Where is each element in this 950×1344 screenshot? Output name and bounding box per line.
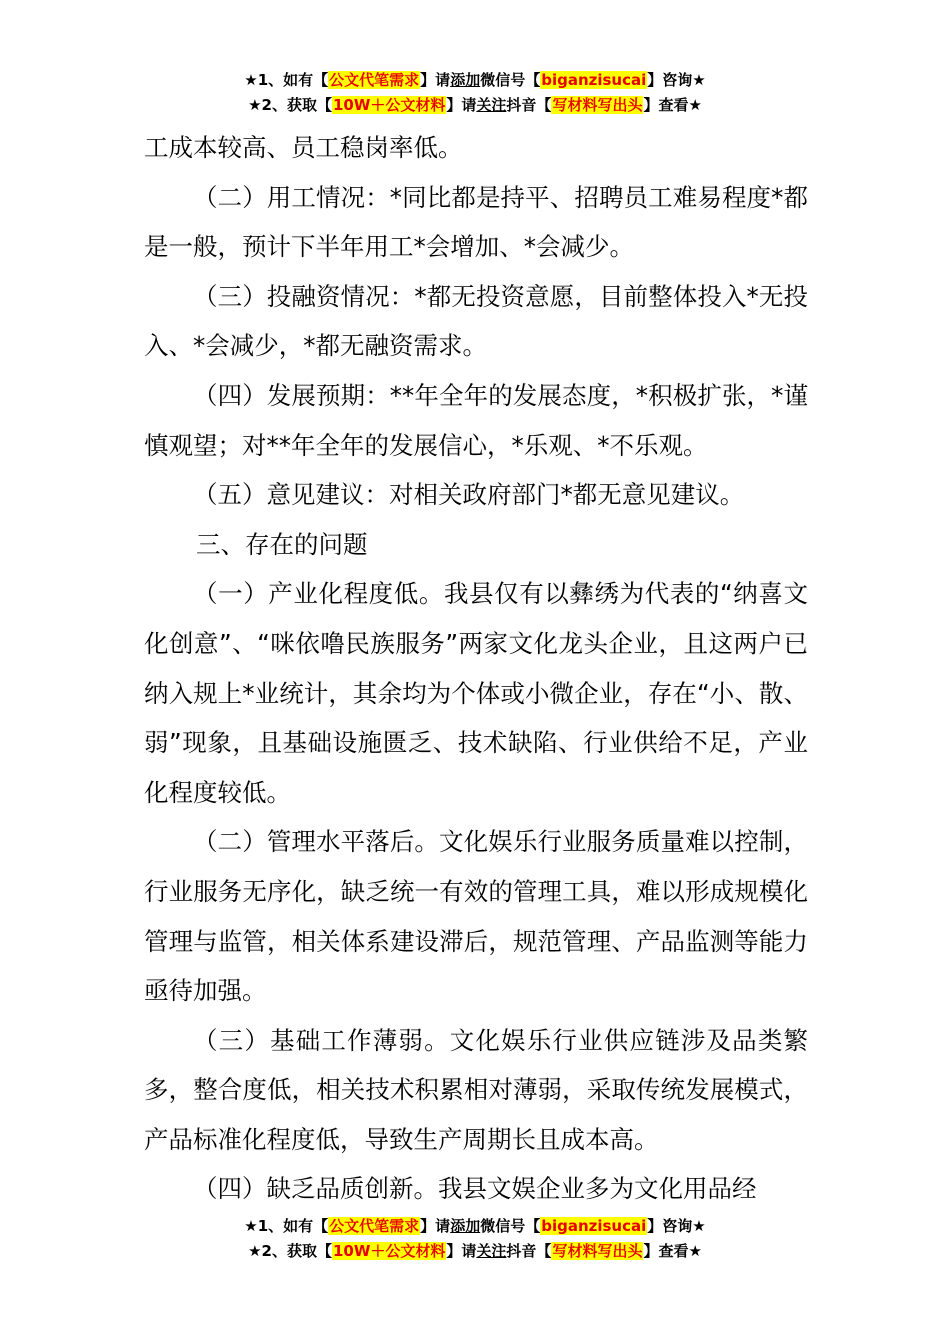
highlight-wechat-id: biganzisucai [541, 71, 647, 89]
paragraph-innovation: （四）缺乏品质创新。我县文娱企业多为文化用品经 [193, 1174, 757, 1204]
highlight-service: 公文代笔需求 [329, 71, 420, 89]
highlight-materials: 10W＋公文材料 [332, 1242, 446, 1260]
promo-line-1: ★1、如有【公文代笔需求】请添加微信号【biganzisucai】咨询★ [244, 1217, 706, 1235]
promo-line-2: ★2、获取【10W＋公文材料】请关注抖音【写材料写出头】查看★ [248, 1242, 702, 1260]
highlight-wechat-id: biganzisucai [541, 1217, 647, 1235]
paragraph-foundation: （三）基础工作薄弱。文化娱乐行业供应链涉及品类繁多，整合度低，相关技术积累相对薄弱，采取传统发展模式，产品标准化程度低，导致生产周期长且成本高。 [144, 1025, 808, 1154]
promo-banner-top [0, 68, 950, 118]
paragraph-investment: （三）投融资情况：*都无投资意愿，目前整体投入*无投入、*会减少，*都无融资需求。 [144, 281, 808, 361]
promo-line-1: ★1、如有【公文代笔需求】请添加微信号【biganzisucai】咨询★ [244, 71, 706, 89]
section-heading-problems: 三、存在的问题 [196, 529, 368, 559]
paragraph-suggestions: （五）意见建议：对相关政府部门*都无意见建议。 [193, 480, 745, 510]
highlight-materials: 10W＋公文材料 [332, 96, 446, 114]
highlight-douyin-account: 写材料写出头 [552, 1242, 643, 1260]
promo-banner-bottom [0, 1214, 950, 1264]
paragraph-management: （二）管理水平落后。文化娱乐行业服务质量难以控制，行业服务无序化，缺乏统一有效的管理工具，难以形成规模化管理与监管，相关体系建设滞后，规范管理、产品监测等能力亟待加强。 [144, 827, 808, 1006]
promo-line-2: ★2、获取【10W＋公文材料】请关注抖音【写材料写出头】查看★ [248, 96, 702, 114]
paragraph-employment: （二）用工情况：*同比都是持平、招聘员工难易程度*都是一般，预计下半年用工*会增加、*会减少。 [144, 182, 808, 262]
paragraph-outlook: （四）发展预期：**年全年的发展态度，*积极扩张，*谨慎观望；对**年全年的发展信心，*乐观、*不乐观。 [144, 380, 808, 460]
highlight-douyin-account: 写材料写出头 [552, 96, 643, 114]
highlight-service: 公文代笔需求 [329, 1217, 420, 1235]
paragraph-continued: 工成本较高、员工稳岗率低。 [144, 133, 463, 162]
paragraph-industrialization: （一）产业化程度低。我县仅有以彝绣为代表的“纳喜文化创意”、“咪依噜民族服务”两家文化龙头企业，且这两户已纳入规上*业统计，其余均为个体或小微企业，存在“小、散、弱”现象，且基础设施匮乏、技术缺陷、行业供给不足，产业化程度较低。 [144, 579, 808, 807]
document-body [144, 123, 808, 1214]
